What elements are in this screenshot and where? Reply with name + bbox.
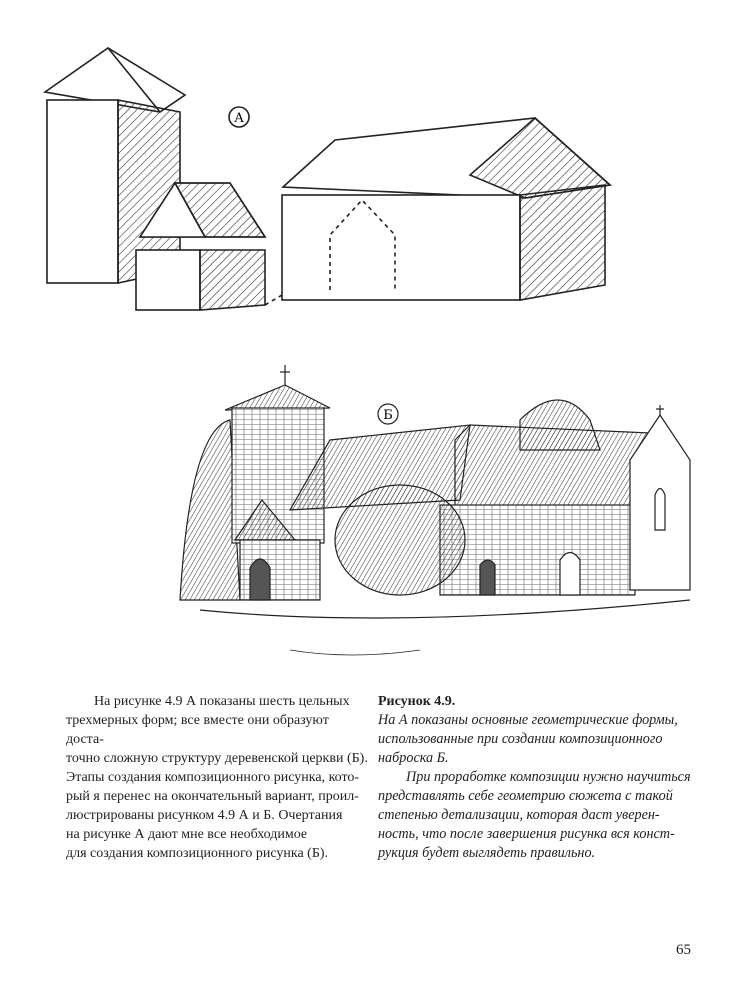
figure-a-geometric-forms	[30, 35, 630, 315]
body-line: трехмерных форм; все вместе они образуют доста-	[66, 713, 329, 747]
caption-title: Рисунок 4.9.	[378, 694, 456, 709]
body-line: на рисунке А дают мне все необходимое	[66, 827, 308, 842]
caption-line: степенью детализации, которая даст уверен-	[378, 807, 660, 823]
caption-line: На А показаны основные геометрические формы,	[378, 712, 678, 728]
body-line: На рисунке 4.9 А показаны шесть цельных	[94, 694, 350, 709]
long-box	[282, 195, 520, 300]
figure-b-church-sketch	[170, 355, 700, 675]
figure-caption	[378, 692, 723, 863]
caption-line: рукция будет выглядеть правильно.	[378, 845, 596, 861]
caption-line: При проработке композиции нужно научиться	[406, 769, 691, 785]
caption-line: наброска Б.	[378, 750, 449, 766]
tower-front	[47, 100, 118, 283]
page-number: 65	[676, 942, 691, 958]
body-text	[66, 692, 370, 863]
body-line: Этапы создания композиционного рисунка, кото-	[66, 770, 360, 785]
caption-line: представлять себе геометрию сюжета с такой	[378, 788, 673, 804]
figure-b-label: Б	[383, 408, 393, 423]
caption-line: использованные при создании композиционного	[378, 731, 663, 747]
body-line: рый я перенес на окончательный вариант, проил-	[66, 789, 359, 804]
small-box	[136, 250, 200, 310]
caption-line: ность, что после завершения рисунка вся конст-	[378, 826, 675, 842]
body-line: люстрированы рисунком 4.9 А и Б. Очертания	[66, 808, 343, 823]
figure-a-label: А	[234, 111, 244, 126]
body-line: точно сложную структуру деревенской церкви (Б).	[66, 751, 368, 766]
body-line: для создания композиционного рисунка (Б).	[66, 846, 329, 861]
